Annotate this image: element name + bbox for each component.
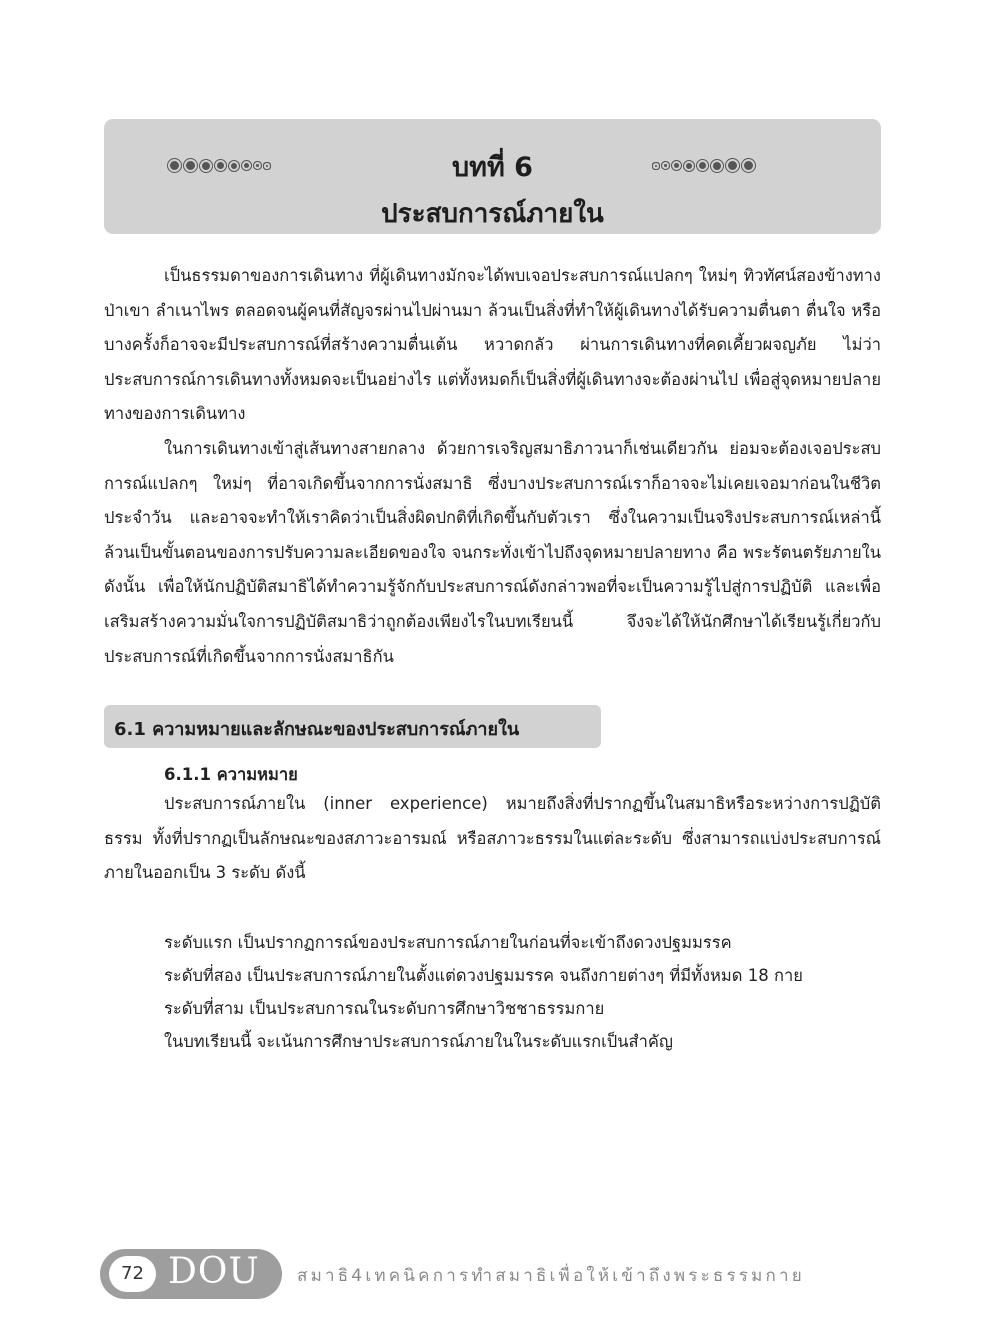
subsection-heading: 6.1.1 ความหมาย	[164, 765, 298, 784]
level-item: ระดับที่สอง เป็นประสบการณ์ภายในตั้งแต่ดวงปฐมมรรค จนถึงกายต่างๆ ที่มีทั้งหมด 18 กาย	[164, 966, 803, 985]
level-item: ระดับแรก เป็นปรากฏการณ์ของประสบการณ์ภายในก่อนที่จะเข้าถึงดวงปฐมมรรค	[164, 933, 732, 952]
dot-icon	[664, 164, 667, 167]
chapter-header	[104, 119, 881, 234]
page-number: 72	[109, 1256, 156, 1292]
levels-list	[164, 926, 874, 1058]
dot-icon	[713, 162, 721, 170]
intro-paragraph-2: ในการเดินทางเข้าสู่เส้นทางสายกลาง ด้วยการเจริญสมาธิภาวนาก็เช่นเดียวกัน ย่อมจะต้องเจอประสบการณ์แปลกๆ ใหม่ๆ ที่อาจเกิดขึ้นจากการนั่งสมาธิ ซึ่งบางประสบการณ์เราก็อาจจะไม่เคยเจอมาก่อนในชีวิตประจำวัน และอาจจะทำให้เราคิดว่าเป็นสิ่งผิดปกติที่เกิดขึ้นกับตัวเรา ซึ่งในความเป็นจริงประสบการณ์เหล่านี้ล้วนเป็นขั้นตอนของการปรับความละเอียดของใจ จนกระทั่งเข้าไปถึงจุดหมายปลายทาง คือ พระรัตนตรัยภายใน ดังนั้น เพื่อให้นักปฏิบัติสมาธิได้ทำความรู้จักกับประสบการณ์ดังกล่าวพอที่จะเป็นความรู้ไปสู่การปฏิบัติ และเพื่อเสริมสร้างความมั่นใจการปฏิบัติสมาธิว่าถูกต้องเพียงไรในบทเรียนนี้ จึงจะได้ให้นักศึกษาได้เรียนรู้เกี่ยวกับประสบการณ์ที่เกิดขึ้นจากการนั่งสมาธิกัน	[104, 438, 881, 666]
dot-icon	[686, 163, 692, 169]
dot-icon	[744, 161, 753, 170]
footer-badge	[100, 1249, 282, 1299]
level-item: ระดับที่สาม เป็นประสบการณในระดับการศึกษาวิชชาธรรมกาย	[164, 999, 605, 1018]
decorative-dots-right	[655, 161, 753, 170]
level-note: ในบทเรียนนี้ จะเน้นการศึกษาประสบการณ์ภายในในระดับแรกเป็นสำคัญ	[164, 1032, 673, 1051]
section-title: 6.1 ความหมายและลักษณะของประสบการณ์ภายใน	[114, 719, 520, 740]
section-heading-bar	[104, 705, 601, 748]
dot-icon	[674, 163, 679, 168]
definition-text	[104, 787, 881, 891]
definition-paragraph: ประสบการณ์ภายใน (inner experience) หมายถึงสิ่งที่ปรากฏขึ้นในสมาธิหรือระหว่างการปฏิบัติธรรม ทั้งที่ปรากฏเป็นลักษณะของสภาวะอารมณ์ หรือสภาวะธรรมในแต่ละระดับ ซึ่งสามารถแบ่งประสบการณ์ภายในออกเป็น 3 ระดับ ดังนี้	[104, 794, 881, 883]
intro-paragraph-1: เป็นธรรมดาของการเดินทาง ที่ผู้เดินทางมักจะได้พบเจอประสบการณ์แปลกๆ ใหม่ๆ ทิวทัศน์สองข้างทาง ป่าเขา ลำเนาไพร ตลอดจนผู้คนที่สัญจรผ่านไปผ่านมา ล้วนเป็นสิ่งที่ทำให้ผู้เดินทางได้รับความตื่นตา ตื่นใจ หรือบางครั้งก็อาจจะมีประสบการณ์ที่สร้างความตื่นเต้น หวาดกลัว ผ่านการเดินทางที่คดเคี้ยวผจญภัย ไม่ว่าประสบการณ์การเดินทางทั้งหมดจะเป็นอย่างไร แต่ทั้งหมดก็เป็นสิ่งที่ผู้เดินทางจะต้องผ่านไป เพื่อสู่จุดหมายปลายทางของการเดินทาง	[104, 266, 881, 424]
dot-icon	[699, 162, 706, 169]
intro-text	[104, 259, 881, 674]
footer-book-title: สมาธิ4เทคนิคการทำสมาธิเพื่อให้เข้าถึงพระธรรมกาย	[297, 1266, 805, 1286]
dot-icon	[655, 165, 657, 167]
dot-icon	[728, 161, 737, 170]
chapter-number: บทที่ 6	[452, 152, 533, 183]
chapter-title: ประสบการณ์ภายใน	[381, 199, 604, 229]
brand-logo: DOU	[168, 1251, 260, 1292]
